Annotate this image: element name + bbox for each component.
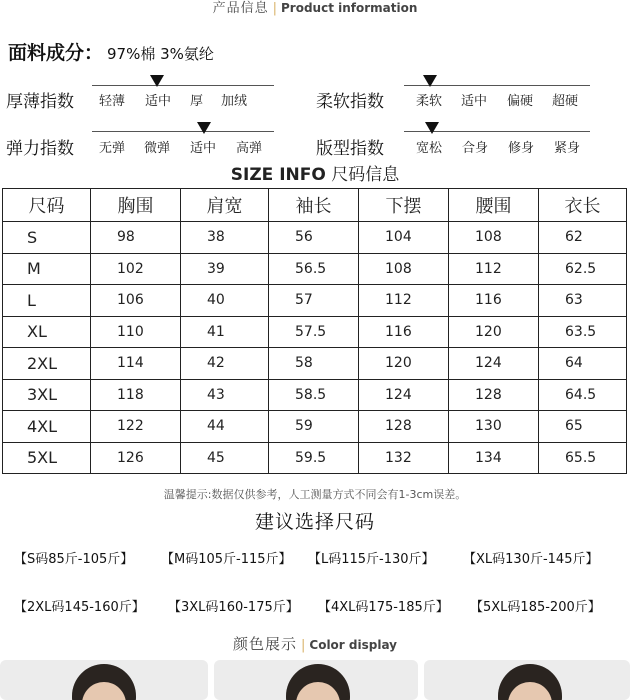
softness-option: 超硬 <box>552 94 579 109</box>
color-display-title-cn: 颜色展示 <box>232 635 297 653</box>
measurement-cell: 59.5 <box>269 442 359 474</box>
measurement-cell: 124 <box>359 379 449 411</box>
measurement-cell: 65 <box>539 411 627 443</box>
measurement-cell: 134 <box>449 442 539 474</box>
measurement-cell: 56 <box>269 222 359 254</box>
measurement-cell: 38 <box>181 222 269 254</box>
size-recommendation: 【4XL码175-185斤】 <box>318 600 449 615</box>
column-header: 衣长 <box>539 189 627 222</box>
measurement-cell: 120 <box>449 316 539 348</box>
product-info-header <box>0 0 630 16</box>
measurement-cell: 102 <box>91 253 181 285</box>
measurement-cell: 62.5 <box>539 253 627 285</box>
measurement-cell: 116 <box>449 285 539 317</box>
size-recommendation: 【S码85斤-105斤】 <box>14 552 134 567</box>
measurement-cell: 126 <box>91 442 181 474</box>
column-header: 腰围 <box>449 189 539 222</box>
measurement-cell: 44 <box>181 411 269 443</box>
measurement-cell: 98 <box>91 222 181 254</box>
size-recommendation: 【2XL码145-160斤】 <box>14 600 145 615</box>
measurement-cell: 39 <box>181 253 269 285</box>
measurement-cell: 42 <box>181 348 269 380</box>
measurement-cell: 104 <box>359 222 449 254</box>
table-row <box>3 285 627 317</box>
size-recommendation: 【M码105斤-115斤】 <box>161 552 292 567</box>
thickness-option: 加绒 <box>221 94 248 109</box>
fit-index-label: 版型指数 <box>316 139 384 159</box>
fabric-composition <box>8 38 214 65</box>
measurement-tip: 温馨提示:数据仅供参考，人工测量方式不同会有1-3cm误差。 <box>163 488 467 501</box>
elasticity-index-label: 弹力指数 <box>6 139 74 159</box>
measurement-cell: 58.5 <box>269 379 359 411</box>
table-row <box>3 316 627 348</box>
measurement-cell: 64.5 <box>539 379 627 411</box>
size-table-header-row <box>3 189 627 222</box>
softness-option: 偏硬 <box>507 94 534 109</box>
elasticity-option: 适中 <box>190 141 217 156</box>
measurement-cell: 110 <box>91 316 181 348</box>
color-photo[interactable] <box>0 660 208 700</box>
measurement-cell: 45 <box>181 442 269 474</box>
measurement-cell: 132 <box>359 442 449 474</box>
measurement-cell: 58 <box>269 348 359 380</box>
color-photo[interactable] <box>424 660 630 700</box>
measurement-cell: 108 <box>449 222 539 254</box>
measurement-cell: 116 <box>359 316 449 348</box>
size-cell: XL <box>3 316 91 348</box>
size-recommendation: 【L码115斤-130斤】 <box>308 552 435 567</box>
column-header: 肩宽 <box>181 189 269 222</box>
size-cell: 3XL <box>3 379 91 411</box>
fit-option: 紧身 <box>554 141 581 156</box>
product-info-title-en: Product information <box>281 1 418 15</box>
size-cell: M <box>3 253 91 285</box>
elasticity-selected-marker-icon <box>197 122 211 134</box>
size-info-title <box>0 160 630 185</box>
column-header: 胸围 <box>91 189 181 222</box>
color-photo[interactable] <box>214 660 418 700</box>
fabric-label: 面料成分： <box>8 42 104 64</box>
size-recommendation: 【3XL码160-175斤】 <box>168 600 299 615</box>
table-row <box>3 379 627 411</box>
softness-index-label: 柔软指数 <box>316 92 384 112</box>
measurement-cell: 128 <box>449 379 539 411</box>
softness-option: 柔软 <box>416 94 443 109</box>
thickness-index-label: 厚薄指数 <box>6 92 74 112</box>
measurement-cell: 43 <box>181 379 269 411</box>
measurement-cell: 130 <box>449 411 539 443</box>
size-cell: 4XL <box>3 411 91 443</box>
measurement-cell: 120 <box>359 348 449 380</box>
size-cell: 2XL <box>3 348 91 380</box>
table-row <box>3 442 627 474</box>
measurement-cell: 41 <box>181 316 269 348</box>
measurement-cell: 59 <box>269 411 359 443</box>
color-display-separator: | <box>301 638 306 653</box>
column-header: 袖长 <box>269 189 359 222</box>
measurement-cell: 114 <box>91 348 181 380</box>
elasticity-option: 微弹 <box>144 141 171 156</box>
product-info-title-cn: 产品信息 <box>212 1 269 16</box>
size-info-title-en: SIZE INFO <box>230 165 326 185</box>
color-display-header <box>0 633 630 654</box>
measurement-cell: 108 <box>359 253 449 285</box>
table-row <box>3 411 627 443</box>
thickness-index-line <box>92 85 274 86</box>
table-row <box>3 222 627 254</box>
fit-option: 宽松 <box>416 141 443 156</box>
header-separator: | <box>272 1 277 16</box>
measurement-cell: 122 <box>91 411 181 443</box>
size-recommendation: 【XL码130斤-145斤】 <box>463 552 599 567</box>
thickness-option: 厚 <box>190 94 204 109</box>
size-info-title-cn: 尺码信息 <box>331 165 400 185</box>
elasticity-index-line <box>92 131 274 132</box>
measurement-cell: 124 <box>449 348 539 380</box>
measurement-cell: 40 <box>181 285 269 317</box>
measurement-cell: 57.5 <box>269 316 359 348</box>
size-cell: 5XL <box>3 442 91 474</box>
measurement-cell: 63.5 <box>539 316 627 348</box>
color-display-title-en: Color display <box>309 638 397 652</box>
measurement-cell: 106 <box>91 285 181 317</box>
elasticity-option: 高弹 <box>236 141 263 156</box>
table-row <box>3 253 627 285</box>
fabric-value: 97%棉 3%氨纶 <box>107 45 214 63</box>
thickness-option: 轻薄 <box>99 94 126 109</box>
table-row <box>3 348 627 380</box>
fit-option: 修身 <box>508 141 535 156</box>
softness-option: 适中 <box>461 94 488 109</box>
measurement-cell: 56.5 <box>269 253 359 285</box>
elasticity-option: 无弹 <box>99 141 126 156</box>
size-recommendation: 【5XL码185-200斤】 <box>470 600 601 615</box>
suggest-size-title: 建议选择尺码 <box>254 511 375 533</box>
size-table <box>2 188 627 474</box>
fit-option: 合身 <box>462 141 489 156</box>
size-cell: S <box>3 222 91 254</box>
thickness-option: 适中 <box>145 94 172 109</box>
measurement-cell: 112 <box>449 253 539 285</box>
measurement-cell: 65.5 <box>539 442 627 474</box>
softness-selected-marker-icon <box>423 75 437 87</box>
size-cell: L <box>3 285 91 317</box>
measurement-cell: 62 <box>539 222 627 254</box>
column-header: 下摆 <box>359 189 449 222</box>
measurement-cell: 128 <box>359 411 449 443</box>
column-header: 尺码 <box>3 189 91 222</box>
measurement-cell: 63 <box>539 285 627 317</box>
measurement-cell: 112 <box>359 285 449 317</box>
measurement-cell: 64 <box>539 348 627 380</box>
measurement-cell: 57 <box>269 285 359 317</box>
measurement-cell: 118 <box>91 379 181 411</box>
thickness-selected-marker-icon <box>150 75 164 87</box>
fit-selected-marker-icon <box>425 122 439 134</box>
